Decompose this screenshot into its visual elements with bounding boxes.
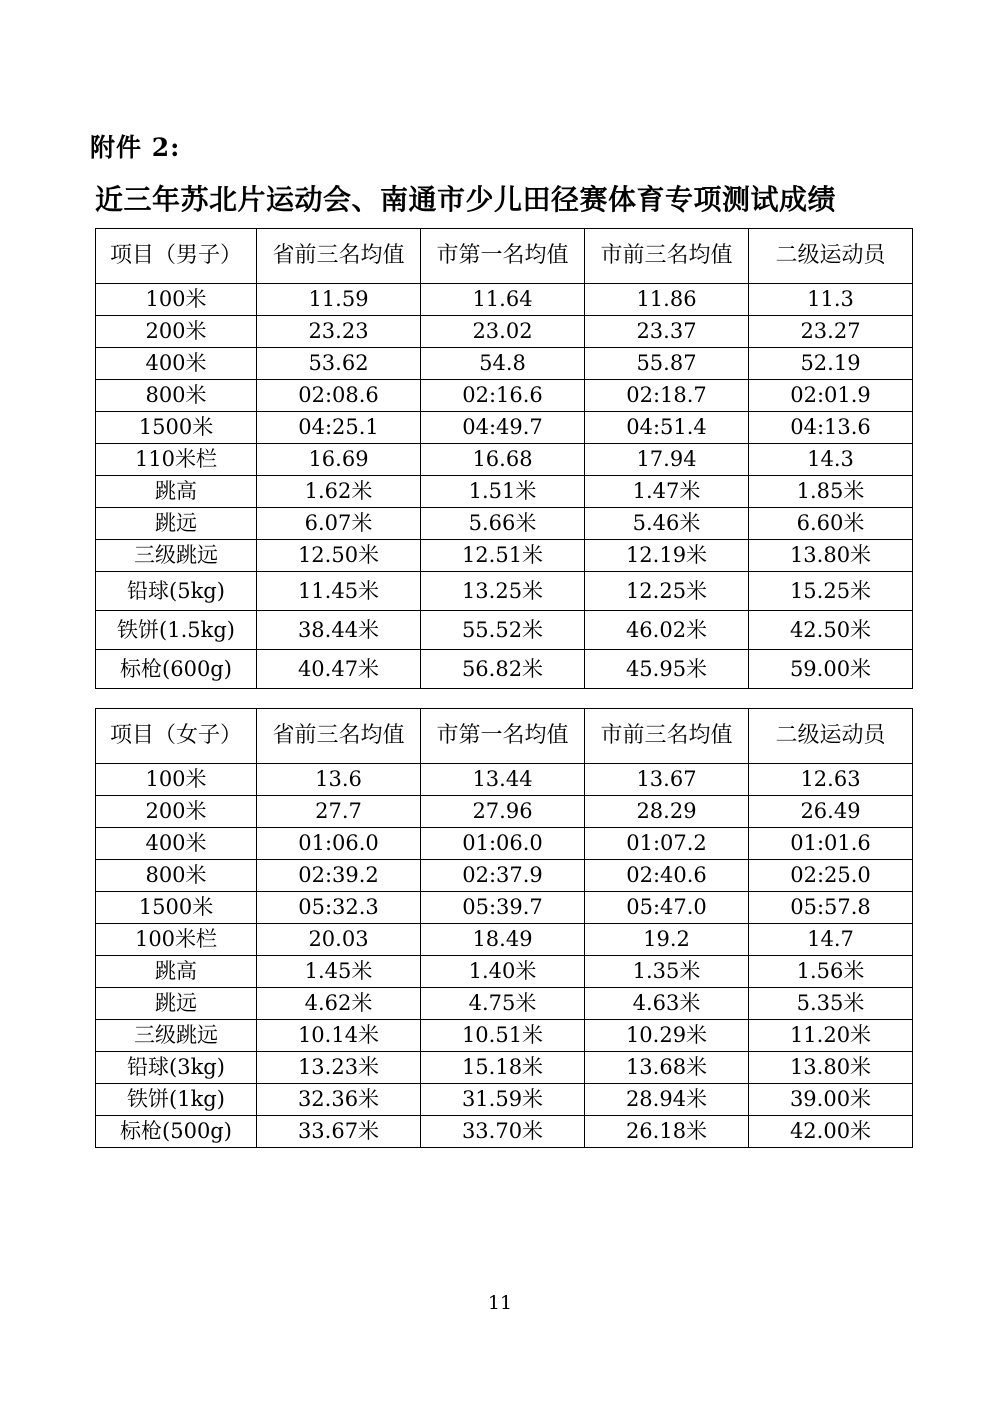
row-label: 跳远 (96, 508, 257, 540)
table-cell: 04:49.7 (421, 412, 585, 444)
table-cell: 11.59 (257, 284, 421, 316)
table-row (96, 988, 913, 1020)
table-cell: 20.03 (257, 924, 421, 956)
table-row (96, 892, 913, 924)
table-cell: 02:37.9 (421, 860, 585, 892)
column-header: 省前三名均值 (257, 229, 421, 284)
table-row (96, 1020, 913, 1052)
table-cell: 55.87 (585, 348, 749, 380)
table-cell: 04:25.1 (257, 412, 421, 444)
table-cell: 26.49 (749, 796, 913, 828)
table-cell: 11.3 (749, 284, 913, 316)
table-cell: 12.50米 (257, 540, 421, 572)
table-cell: 11.64 (421, 284, 585, 316)
column-header: 项目（男子） (96, 229, 257, 284)
table-cell: 5.66米 (421, 508, 585, 540)
table-cell: 05:32.3 (257, 892, 421, 924)
table-cell: 23.27 (749, 316, 913, 348)
row-label: 跳高 (96, 476, 257, 508)
table-cell: 10.29米 (585, 1020, 749, 1052)
table-cell: 5.35米 (749, 988, 913, 1020)
table-cell: 02:01.9 (749, 380, 913, 412)
table-cell: 17.94 (585, 444, 749, 476)
row-label: 三级跳远 (96, 540, 257, 572)
table-cell: 28.29 (585, 796, 749, 828)
table-body (96, 229, 913, 689)
table-cell: 01:06.0 (421, 828, 585, 860)
table-row (96, 284, 913, 316)
row-label: 铅球(3kg) (96, 1052, 257, 1084)
row-label: 800米 (96, 380, 257, 412)
row-label: 100米 (96, 284, 257, 316)
column-header: 市前三名均值 (585, 229, 749, 284)
row-label: 铅球(5kg) (96, 572, 257, 611)
table-cell: 5.46米 (585, 508, 749, 540)
table-cell: 02:18.7 (585, 380, 749, 412)
table-cell: 39.00米 (749, 1084, 913, 1116)
table-cell: 4.63米 (585, 988, 749, 1020)
table-cell: 45.95米 (585, 650, 749, 689)
table-cell: 12.25米 (585, 572, 749, 611)
table-cell: 28.94米 (585, 1084, 749, 1116)
row-label: 铁饼(1.5kg) (96, 611, 257, 650)
table-row (96, 540, 913, 572)
table-cell: 40.47米 (257, 650, 421, 689)
table-cell: 13.44 (421, 764, 585, 796)
table-row (96, 1084, 913, 1116)
column-header: 市前三名均值 (585, 709, 749, 764)
table-row (96, 444, 913, 476)
column-header: 市第一名均值 (421, 229, 585, 284)
table-cell: 42.00米 (749, 1116, 913, 1148)
table-cell: 6.60米 (749, 508, 913, 540)
table-cell: 53.62 (257, 348, 421, 380)
row-label: 400米 (96, 348, 257, 380)
table-cell: 55.52米 (421, 611, 585, 650)
table-cell: 42.50米 (749, 611, 913, 650)
table-cell: 10.51米 (421, 1020, 585, 1052)
table-row (96, 348, 913, 380)
page-number: 11 (487, 1292, 513, 1314)
table-cell: 01:01.6 (749, 828, 913, 860)
table-cell: 02:40.6 (585, 860, 749, 892)
column-header: 项目（女子） (96, 709, 257, 764)
table-cell: 15.18米 (421, 1052, 585, 1084)
row-label: 跳远 (96, 988, 257, 1020)
table-cell: 10.14米 (257, 1020, 421, 1052)
table-cell: 46.02米 (585, 611, 749, 650)
row-label: 铁饼(1kg) (96, 1084, 257, 1116)
table-cell: 23.37 (585, 316, 749, 348)
table-cell: 52.19 (749, 348, 913, 380)
table-row (96, 796, 913, 828)
table-cell: 1.45米 (257, 956, 421, 988)
table-cell: 12.51米 (421, 540, 585, 572)
table-cell: 1.62米 (257, 476, 421, 508)
row-label: 100米栏 (96, 924, 257, 956)
table-row (96, 611, 913, 650)
table-cell: 33.67米 (257, 1116, 421, 1148)
table-cell: 11.20米 (749, 1020, 913, 1052)
table-cell: 02:39.2 (257, 860, 421, 892)
row-label: 标枪(600g) (96, 650, 257, 689)
table-row (96, 316, 913, 348)
table-cell: 15.25米 (749, 572, 913, 611)
table-cell: 38.44米 (257, 611, 421, 650)
table-row (96, 508, 913, 540)
table-row (96, 572, 913, 611)
table-row (96, 650, 913, 689)
table-cell: 32.36米 (257, 1084, 421, 1116)
table-cell: 59.00米 (749, 650, 913, 689)
page-title: 近三年苏北片运动会、南通市少儿田径赛体育专项测试成绩 (95, 183, 837, 216)
table-header-row (96, 709, 913, 764)
table-row (96, 956, 913, 988)
table-cell: 27.7 (257, 796, 421, 828)
table-cell: 02:25.0 (749, 860, 913, 892)
table-cell: 11.86 (585, 284, 749, 316)
table-cell: 23.02 (421, 316, 585, 348)
column-header: 市第一名均值 (421, 709, 585, 764)
table-row (96, 924, 913, 956)
table-cell: 12.63 (749, 764, 913, 796)
table-cell: 13.80米 (749, 1052, 913, 1084)
table-cell: 02:08.6 (257, 380, 421, 412)
table-row (96, 1116, 913, 1148)
table-cell: 14.3 (749, 444, 913, 476)
table-cell: 01:07.2 (585, 828, 749, 860)
table-women-results (95, 708, 913, 1148)
table-cell: 16.68 (421, 444, 585, 476)
table-cell: 13.80米 (749, 540, 913, 572)
row-label: 1500米 (96, 412, 257, 444)
table-cell: 1.40米 (421, 956, 585, 988)
table-cell: 12.19米 (585, 540, 749, 572)
table-cell: 1.47米 (585, 476, 749, 508)
table-men-results (95, 228, 913, 689)
row-label: 100米 (96, 764, 257, 796)
table-cell: 13.6 (257, 764, 421, 796)
table-cell: 1.56米 (749, 956, 913, 988)
table-cell: 1.35米 (585, 956, 749, 988)
table-cell: 04:51.4 (585, 412, 749, 444)
table-cell: 26.18米 (585, 1116, 749, 1148)
table-cell: 6.07米 (257, 508, 421, 540)
table-cell: 56.82米 (421, 650, 585, 689)
row-label: 三级跳远 (96, 1020, 257, 1052)
table-cell: 1.51米 (421, 476, 585, 508)
row-label: 200米 (96, 316, 257, 348)
column-header: 省前三名均值 (257, 709, 421, 764)
row-label: 110米栏 (96, 444, 257, 476)
table-cell: 33.70米 (421, 1116, 585, 1148)
table-cell: 13.25米 (421, 572, 585, 611)
table-row (96, 412, 913, 444)
row-label: 400米 (96, 828, 257, 860)
table-cell: 54.8 (421, 348, 585, 380)
table-cell: 27.96 (421, 796, 585, 828)
table-row (96, 1052, 913, 1084)
table-cell: 13.68米 (585, 1052, 749, 1084)
attachment-label: 附件 2: (90, 133, 181, 162)
table-cell: 13.23米 (257, 1052, 421, 1084)
table-cell: 11.45米 (257, 572, 421, 611)
table-header-row (96, 229, 913, 284)
table-cell: 04:13.6 (749, 412, 913, 444)
table-cell: 05:39.7 (421, 892, 585, 924)
table-cell: 01:06.0 (257, 828, 421, 860)
table-cell: 4.62米 (257, 988, 421, 1020)
table-row (96, 764, 913, 796)
table-body (96, 709, 913, 1148)
row-label: 200米 (96, 796, 257, 828)
table-cell: 19.2 (585, 924, 749, 956)
table-cell: 02:16.6 (421, 380, 585, 412)
table-cell: 16.69 (257, 444, 421, 476)
table-row (96, 860, 913, 892)
column-header: 二级运动员 (749, 709, 913, 764)
row-label: 跳高 (96, 956, 257, 988)
table-cell: 4.75米 (421, 988, 585, 1020)
table-cell: 31.59米 (421, 1084, 585, 1116)
table-cell: 05:47.0 (585, 892, 749, 924)
table-cell: 23.23 (257, 316, 421, 348)
row-label: 800米 (96, 860, 257, 892)
table-row (96, 476, 913, 508)
table-cell: 14.7 (749, 924, 913, 956)
table-cell: 13.67 (585, 764, 749, 796)
table-cell: 1.85米 (749, 476, 913, 508)
table-row (96, 828, 913, 860)
table-cell: 18.49 (421, 924, 585, 956)
table-cell: 05:57.8 (749, 892, 913, 924)
row-label: 标枪(500g) (96, 1116, 257, 1148)
table-row (96, 380, 913, 412)
row-label: 1500米 (96, 892, 257, 924)
column-header: 二级运动员 (749, 229, 913, 284)
